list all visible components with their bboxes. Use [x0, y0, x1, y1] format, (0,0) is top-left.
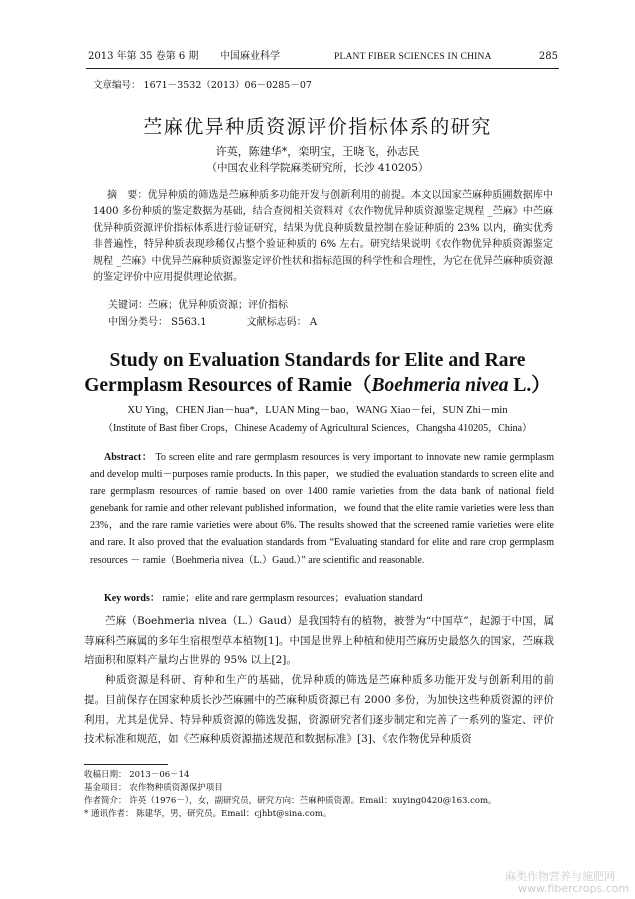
chinese-institution: （中国农业科学院麻类研究所，长沙 410205） [206, 162, 429, 174]
journal-name-cn: 中国麻业科学 [220, 51, 280, 62]
journal-name-en: PLANT FIBER SCIENCES IN CHINA [334, 52, 492, 62]
footnote-fund: 基金项目： 农作物种质资源保护项目 [84, 783, 223, 793]
footnote-corresponding: * 通讯作者： 陈建华，男，研究员。Email：cjhbt@sina.com。 [84, 809, 332, 819]
english-abstract-label: Abstract： [104, 452, 153, 463]
body-paragraph: 苎麻（Boehmeria nivea（L.）Gaud）是我国特有的植物，被誉为“中国草”，起源于中国，属荨麻科苎麻属的多年生宿根型草本植物[1]。中国是世界上种植和使用苎麻历史最悠久的国家，苎麻栽培面积和原料产量均占世界的 95% 以上[2]。 [84, 615, 554, 667]
footnote-received: 收稿日期： 2013－06－14 [84, 770, 190, 780]
english-keywords-label: Key words： [104, 593, 160, 604]
journal-issue: 2013 年第 35 卷第 6 期 [88, 51, 199, 62]
footnote-author-bio: 作者简介： 许英（1976－），女，副研究员，研究方向：苎麻种质资源。Email：xuying0420@163.com。 [84, 796, 497, 806]
english-institution: （Institute of Bast fiber Crops，Chinese Academy of Agricultural Sciences，Changsha 410205，China） [102, 423, 533, 434]
english-title-line1: Study on Evaluation Standards for Elite and Rare [109, 350, 526, 371]
chinese-abstract [93, 188, 553, 286]
english-title-line2-suffix: L.） [508, 375, 551, 396]
english-abstract [90, 449, 554, 569]
classification-row [108, 313, 317, 328]
article-number: 文章编号： 1671－3532（2013）06－0285－07 [93, 80, 312, 91]
chinese-authors: 许英，陈建华*，栾明宝，王晓飞，孙志民 [215, 145, 420, 158]
english-abstract-text: To screen elite and rare germplasm resources is very important to innovate new ramie germplasm and develop multi－purposes ramie products. In this paper，we studied the evaluation standards to screen elite and rare germplasm resources of ramie based on over 1400 ramie varieties from the data bank of national field genebank for ramie and other relevant published information，we found that the elite ramie varieties were less than 23%，and the rare ramie varieties were about 6%. The results showed that the screened ramie varieties were elite and rare. It also proved that the evaluation standards from “Evaluating standard for elite and rare crop germplasm resources － ramie（Boehmeria nivea（L.）Gaud.）” are scientific and reasonable. [90, 452, 554, 566]
page-number: 285 [538, 51, 558, 62]
footnote-rule [84, 764, 168, 765]
chinese-title: 苎麻优异种质资源评价指标体系的研究 [143, 116, 492, 138]
english-keywords [104, 589, 423, 604]
header-rule [86, 68, 559, 69]
chinese-abstract-text: 优异种质的筛选是苎麻种质多功能开发与创新利用的前提。本文以国家苎麻种质圃数据库中 1400 多份种质的鉴定数据为基础，结合查阅相关资料对《农作物优异种质资源鉴定规程 _苎麻》中苎麻优异种质资源评价指标体系进行验证研究，结果为优良种质数量控制在验证种质的 23% 以内，确实优秀非普遍性，特异种质表现珍稀仅占整个验证种质的 6% 左右。研究结果说明《农作物优异种质资源鉴定规程 _苎麻》中优异苎麻种质资源鉴定评价性状和指标范围的科学性和合理性，为它在优异苎麻种质资源的鉴定评价中应用提供理论依据。 [93, 190, 554, 284]
watermark-line2: www.fibercrops.com [518, 882, 630, 895]
classification-number: 中图分类号： S563.1 [108, 317, 207, 328]
english-keywords-text: ramie；elite and rare germplasm resources；evaluation standard [162, 593, 423, 604]
watermark-line1: 麻类作物营养与施肥网 [505, 870, 615, 883]
chinese-keywords: 关键词：苎麻；优异种质资源；评价指标 [108, 300, 288, 311]
english-title-line2 [0, 373, 635, 398]
english-authors: XU Ying，CHEN Jian－hua*，LUAN Ming－bao，WANG Xiao－fei，SUN Zhi－min [127, 405, 508, 416]
chinese-abstract-label: 摘 要： [107, 190, 148, 201]
english-title [0, 348, 635, 398]
body-paragraph: 种质资源是科研、育种和生产的基础，优异种质的筛选是苎麻种质多功能开发与创新利用的前提。目前保存在国家种质长沙苎麻圃中的苎麻种质资源已有 2000 多份，为加快这些种质资源的评价利用，尤其是优异、特异种质资源的筛选发掘，资源研究者们逐步制定和完善了一系列的鉴定、评价技术标准和规范，如《苎麻种质资源描述规范和数据标准》[3]、《农作物优异种质资 [84, 674, 554, 746]
species-name: Boehmeria nivea [371, 375, 509, 396]
body-text [84, 612, 554, 750]
literature-code: 文献标志码： A [246, 317, 318, 328]
english-title-line2-prefix: Germplasm Resources of Ramie（ [84, 375, 372, 396]
